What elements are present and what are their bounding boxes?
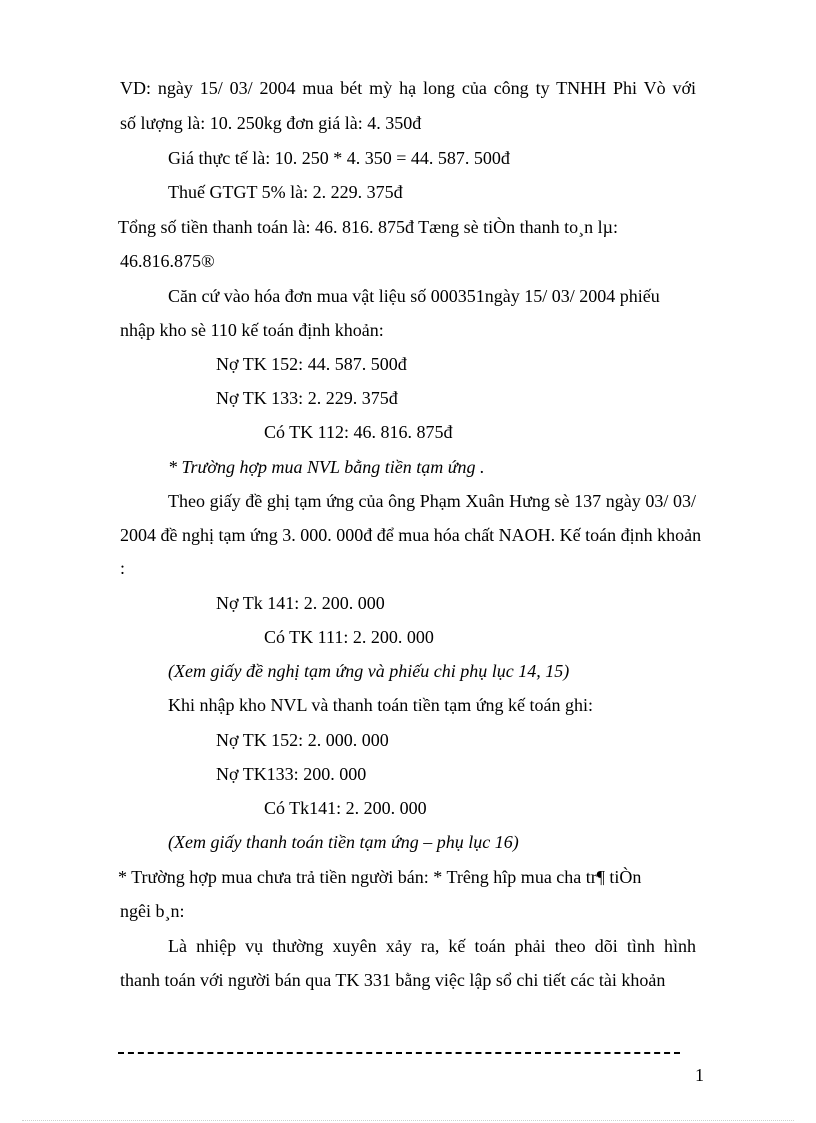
text-line-7: Căn cứ vào hóa đơn mua vật liệu số 000351ngày 15/ 03/ 2004 phiếu	[168, 286, 660, 306]
text-line-15: :	[120, 558, 126, 578]
note-appendix-14-15: (Xem giấy đề nghị tạm ứng và phiếu chi phụ lục 14, 15)	[168, 661, 570, 681]
text-line-1: VD: ngày 15/ 03/ 2004 mua bét mỳ hạ long của công ty TNHH Phi Vò với	[120, 78, 696, 98]
text-line-27: thanh toán với người bán qua TK 331 bằng việc lập sổ chi tiết các tài khoản	[120, 970, 666, 990]
text-line-26: Là nhiệp vụ thường xuyên xảy ra, kế toán phải theo dõi tình hình	[168, 936, 696, 956]
footer-divider	[118, 1052, 680, 1054]
text-line-25: ngêi b¸n:	[120, 901, 185, 921]
text-line-16: Nợ Tk 141: 2. 200. 000	[216, 593, 385, 613]
text-line-21: Nợ TK133: 200. 000	[216, 764, 367, 784]
text-line-4: Thuế GTGT 5% là: 2. 229. 375đ	[168, 182, 403, 202]
section-heading-advance: * Trường hợp mua NVL bằng tiền tạm ứng .	[168, 457, 485, 477]
text-line-13: Theo giấy đề ghị tạm ứng của ông Phạm Xuân Hưng sè 137 ngày 03/ 03/	[168, 491, 696, 511]
note-appendix-16: (Xem giấy thanh toán tiền tạm ứng – phụ lục 16)	[168, 832, 519, 852]
text-line-19: Khi nhập kho NVL và thanh toán tiền tạm ứng kế toán ghi:	[168, 695, 594, 715]
text-line-14: 2004 đề nghị tạm ứng 3. 000. 000đ để mua hóa chất NAOH. Kế toán định khoản	[120, 525, 702, 545]
section-heading-unpaid: * Trường hợp mua chưa trả tiền người bán: * Trêng hîp mua cha tr¶ tiÒn	[118, 867, 642, 887]
text-line-8: nhập kho sè 110 kế toán định khoản:	[120, 320, 384, 340]
text-line-22: Có Tk141: 2. 200. 000	[264, 798, 427, 818]
text-line-20: Nợ TK 152: 2. 000. 000	[216, 730, 389, 750]
text-line-3: Giá thực tế là: 10. 250 * 4. 350 = 44. 587. 500đ	[168, 148, 510, 168]
text-line-5: Tổng số tiền thanh toán là: 46. 816. 875đ Tæng sè tiÒn thanh to¸n lµ:	[118, 217, 618, 237]
text-line-2: số lượng là: 10. 250kg đơn giá là: 4. 350đ	[120, 113, 422, 133]
page-number: 1	[695, 1065, 704, 1085]
text-line-10: Nợ TK 133: 2. 229. 375đ	[216, 388, 398, 408]
text-line-17: Có TK 111: 2. 200. 000	[264, 627, 434, 647]
text-line-6: 46.816.875®	[120, 251, 215, 271]
text-line-9: Nợ TK 152: 44. 587. 500đ	[216, 354, 407, 374]
text-line-11: Có TK 112: 46. 816. 875đ	[264, 422, 453, 442]
page-bottom-edge	[22, 1120, 794, 1121]
